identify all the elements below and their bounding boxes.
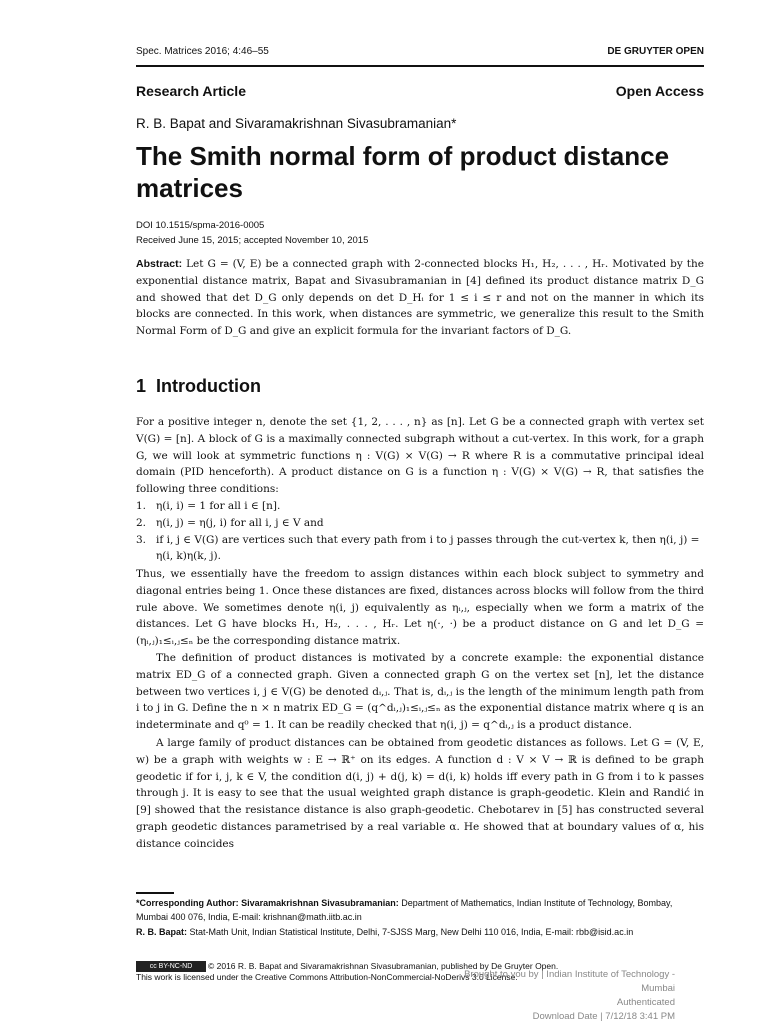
list-item: 3. if i, j ∈ V(G) are vertices such that every path from i to j passes through the cut-vertex k, then η(i, j) = η(i, k)η(k, j). [136,533,700,563]
download-watermark: Brought to you by | Indian Institute of Technology - Mumbai Authenticated Download Date | 7/12/18 3:41 PM [464,969,675,1022]
abstract-label: Abstract: [136,258,183,270]
publisher-name: DE GRUYTER OPEN [607,46,704,57]
intro-paragraph-3: The definition of product distances is motivated by a concrete example: the exponential distance matrix ED_G of a connected graph. Given a connected graph G on the vertex set [n], let the distance between two vertices i, j ∈ V(G) be denoted dᵢ,ⱼ. That is, dᵢ,ⱼ is the length of the minimum length path from i to j in G. Define the n × n matrix ED_G = (q^dᵢ,ⱼ)₁≤ᵢ,ⱼ≤ₙ as the exponential distance matrix where q is an indeterminate and q⁰ = 1. It can be readily checked that η(i, j) = q^dᵢ,ⱼ is a product distance. [136,652,704,732]
journal-citation: Spec. Matrices 2016; 4:46–55 [136,46,269,57]
author-list: R. B. Bapat and Sivaramakrishnan Sivasubramanian* [136,116,457,131]
license-line: This work is licensed under the Creative Commons Attribution-NonCommercial-NoDerivs 3.0 License. [136,972,518,983]
footnote-rule [136,892,174,894]
author-affiliation-footnote: R. B. Bapat: Stat-Math Unit, Indian Statistical Institute, Delhi, 7-SJSS Marg, New Delhi 110 016, India, E-mail: rbb@isid.ac.in [136,927,634,937]
intro-paragraph-1: For a positive integer n, denote the set {1, 2, . . . , n} as [n]. Let G be a connected graph with vertex set V(G) = [n]. A block of G is a maximally connected subgraph without a cut-vertex. In this work, for a graph G, we will look at symmetric functions η : V(G) × V(G) → R where R is a commutative principal ideal domain (PID henceforth). A product distance on G is a function η : V(G) × V(G) → R, that satisfies the following three conditions: [136,416,704,496]
list-item: 2. η(i, j) = η(j, i) for all i, j ∈ V and [136,516,324,529]
open-access-label: Open Access [615,83,704,99]
received-dates: Received June 15, 2015; accepted November 10, 2015 [136,235,369,246]
intro-paragraph-2: Thus, we essentially have the freedom to assign distances within each block subject to symmetry and diagonal entries being 1. Once these distances are fixed, distances across blocks will follow from the third rule above. We sometimes denote η(i, j) equivalently as ηᵢ,ⱼ, especially when we form a matrix of the distances. Let G have blocks H₁, H₂, . . . , Hᵣ. Let η(·, ·) be a product distance on G and let D_G = (ηᵢ,ⱼ)₁≤ᵢ,ⱼ≤ₙ be the corresponding distance matrix. [136,568,704,648]
section-title: Introduction [156,376,262,396]
running-head [136,46,704,57]
corresponding-author-footnote: *Corresponding Author: Sivaramakrishnan Sivasubramanian: Department of Mathematics, Indian Institute of Technology, Bombay, Mumbai 400 076, India, E-mail: krishnan@math.iitb.ac.in [136,898,673,922]
article-header [136,83,704,99]
abstract-text: Let G = (V, E) be a connected graph with 2-connected blocks H₁, H₂, . . . , Hᵣ. Motivated by the exponential distance matrix, Bapat and Sivasubramanian in [4] defined its product distance matrix D_G and showed that det D_G only depends on det D_Hᵢ for 1 ≤ i ≤ r and not on the manner in which its blocks are connected. In this work, when distances are symmetric, we generalize this result to the Smith Normal Form of D_G and give an explicit formula for the invariant factors of D_G. [136,258,705,338]
list-item: 1. η(i, i) = 1 for all i ∈ [n]. [136,500,281,512]
article-type: Research Article [136,83,246,99]
section-number: 1 [136,376,147,396]
cc-license-badge[interactable]: cc BY-NC-ND [136,961,206,972]
copyright-line: © 2016 R. B. Bapat and Sivaramakrishnan Sivasubramanian, published by De Gruyter Open. [208,961,559,971]
intro-paragraph-4: A large family of product distances can be obtained from geodetic distances as follows. Let G = (V, E, w) be a graph with weights w : E → ℝ⁺ on its edges. A function d : V × V → ℝ is defined to be graph geodetic if for i, j, k ∈ V, the condition d(i, j) + d(j, k) = d(i, k) holds iff every path in G from i to k passes through j. It is easy to see that the usual weighted graph distance is graph-geodetic. Klein and Randić in [9] showed that the resistance distance is also graph-geodetic. Chebotarev in [5] has constructed several graph geodetic distances parametrised by a real variable α. He showed that at boundary values of α, his distance coincides [136,737,704,850]
section-heading [136,376,261,397]
conditions-list [136,498,704,565]
paper-title: The Smith normal form of product distance matrices [136,141,670,203]
header-rule [136,65,704,67]
doi: DOI 10.1515/spma-2016-0005 [136,220,265,231]
abstract [136,256,704,340]
